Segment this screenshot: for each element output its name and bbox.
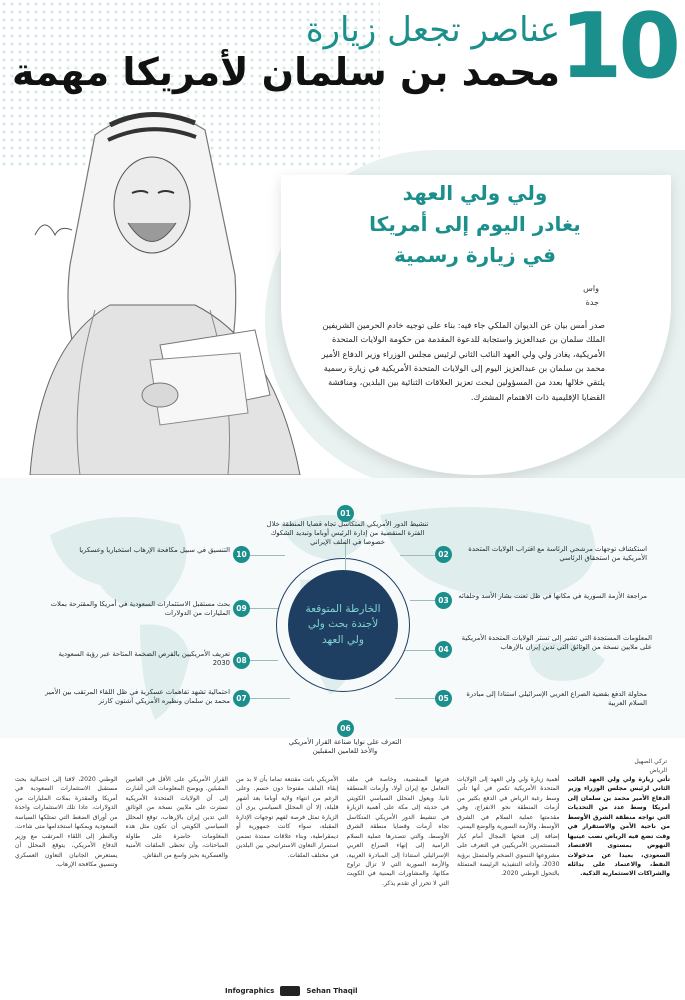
agenda-item-text: استكشاف توجهات مرشحي الرئاسة مع اقتراب الولايات المتحدة الأمريكية من استحقاق الرئاسي [468, 545, 647, 563]
makkah-logo-icon [280, 986, 300, 996]
header [0, 0, 685, 110]
agenda-item-badge: 02 [435, 546, 452, 563]
article-source: واس [583, 284, 599, 293]
connector-line [250, 608, 278, 609]
portrait-illustration [0, 95, 320, 475]
page-title: محمد بن سلمان لأمريكا مهمة [11, 50, 560, 94]
author-name: تركي الصهيل [634, 758, 667, 765]
connector-line [410, 600, 435, 601]
connector-line [405, 650, 435, 651]
connector-line [250, 555, 285, 556]
agenda-item-text: التعرف على نوايا صناعة القرار الأمريكي والأخذ للعامين المقبلين [288, 738, 402, 756]
article-body: صدر أمس بيان عن الديوان الملكي جاء فيه: بناء على توجيه خادم الحرمين الشريفين الملك سلمان بن عبدالعزيز واستجابة للدعوة المقدمة من حكومة الولايات المتحدة الأمريكية، يغادر ولي ولي العهد النائب الثاني لرئيس مجلس الوزراء وزير الدفاع الأمير محمد بن سلمان بن عبدالعزيز اليوم إلى الولايات المتحدة الأمريكية في زيارة رسمية يلتقي خلالها بعدد من المسؤولين لبحث تعزيز العلاقات الثنائية بين البلدين، ومناقشة القضايا الإقليمية ذات الاهتمام المشترك. [321, 320, 605, 402]
connector-line [395, 698, 435, 699]
title-top: عناصر تجعل زيارة [305, 10, 560, 50]
agenda-item-badge: 03 [435, 592, 452, 609]
headline-number: 10 [559, 0, 677, 99]
connector-line [250, 698, 290, 699]
agenda-item-badge: 05 [435, 690, 452, 707]
column-4: الأمريكي باتت مقتنعة تماما بأن لا بد من إبقاء الملف مفتوحا دون حسم. وعلى الرغم من انتهاء ولاية أوباما بعد أشهر قليلة، إلا أن المحلل السياسي يرى أن الزيارة تمثل فرصة لفهم توجهات الإدارة المقبلة، سواء كانت جمهورية أو ديمقراطية، وبناء علاقات ممتدة تضمن استمرار التعاون الاستراتيجي بين البلدين في مختلف الملفات. [236, 776, 339, 859]
footer-section: Infographics [225, 987, 275, 995]
connector-line [400, 555, 435, 556]
agenda-item-text: التنسيق في سبيل مكافحة الإرهاب استخباريا وعسكريا [79, 546, 230, 554]
agenda-item-text: بحث مستقبل الاستثمارات السعودية في أمريكا والمقترحة بملات المليارات من الدولارات [50, 600, 230, 618]
agenda-item-text: تعريف الأمريكيين بالفرص الضخمة المتاحة عبر رؤية السعودية 2030 [58, 650, 230, 668]
article-columns [15, 775, 670, 980]
article-headline [325, 178, 625, 271]
author-city: الرياض [649, 767, 667, 774]
column-2: أهمية زيارة ولي ولي العهد إلى الولايات المتحدة الأمريكية تكمن في أنها تأتي وسط رغبة الرياض في الدفع بكثير من أزمات المنطقة نحو الانفراج، وفي مقدمتها عملية السلام في الشرق الأوسط، والأزمة السورية والوضع اليمني، إضافة إلى فتحها المجال أمام كبار المستثمرين الأمريكيين في التعرف على مشروعها التنموي الضخم والمتمثل برؤية 2030، وأداته التنفيذية الرئيسة المتمثلة بالتحول الوطني 2020. [457, 776, 560, 878]
footer-designer: Sehan Thaqil [306, 987, 358, 995]
headline-line-2: يغادر اليوم إلى أمريكا [369, 212, 581, 236]
headline-line-3: في زيارة رسمية [394, 243, 556, 267]
connector-line [250, 660, 278, 661]
agenda-title-circle [288, 570, 398, 680]
footer [225, 986, 358, 996]
agenda-title: الخارطة المتوقعة لأجندة بحث ولي ولي العهد [305, 603, 381, 646]
agenda-item-badge: 04 [435, 641, 452, 658]
agenda-item-badge: 08 [233, 652, 250, 669]
agenda-item-text: محاولة الدفع بقضية الصراع العربي الإسرائيلي استنادا إلى مبادرة السلام العربية [466, 690, 647, 708]
agenda-item-text: تنشيط الدور الأمريكي المتكاسل تجاه قضايا المنطقة خلال الفترة المنقضية من إدارة الرئيس أوباما وتبديد الشكوك خصوصا في الملف الإيراني [266, 520, 429, 547]
column-5: القرار الأمريكي على الأقل في العامين المقبلين. ويوضح المعلومات التي أشارت إلى أن الولايات المتحدة الأمريكية تسترت على ملايين نسخة من الوثائق التي تدين إيران بالإرهاب، توقع المحلل السياسي الكويتي أن تكون مثل هذه المعلومات حاضرة على طاولة المباحثات، وأن تحظى الملفات الأمنية والعسكرية بحيز واسع من النقاش. [125, 776, 228, 859]
article-city: جدة [585, 298, 599, 307]
column-3: فترتها المنقضية، وخاصة في ملف التعامل مع إيران أولا، وأزمات المنطقة ثانيا. ويعول المحلل السياسي الكويتي في حديثه إلى مكة على أهمية الزيارة في تنشيط الدور الأمريكي المتكاسل تجاه أزمات وقضايا منطقة الشرق الأوسط، والتي تتصدرها عملية السلام الرامية إلى إنهاء الصراع العربي الإسرائيلي استنادا إلى المبادرة العربية، والأزمة السورية التي لا تزال تراوح مكانها، والمشاورات اليمنية في الكويت التي لا تحرز أي تقدم يذكر. [346, 776, 449, 887]
agenda-item-badge: 06 [337, 720, 354, 737]
column-1: تأتي زيارة ولي ولي العهد النائب الثاني لرئيس مجلس الوزراء وزير الدفاع الأمير محمد بن سلمان إلى أمريكا وسط عدد من التحديات التي تواجه منطقة الشرق الأوسط من ناحية الأمن والاستقرار في وقت تضع فيه الرياض نصب عينيها النهوض بمستوى الاقتصاد السعودي، بعيدا عن مدخولات النفط، والاعتماد على بدائله والشراكات الاستثمارية الذكية. [567, 776, 670, 878]
agenda-item-text: مراجعة الأزمة السورية في مكانها في ظل تعنت بشار الأسد وحلفائه [458, 592, 647, 600]
agenda-item-text: المعلومات المستجدة التي تشير إلى تستر الولايات المتحدة الأمريكية على ملايين نسخة من الوثائق التي تدين إيران بالإرهاب [461, 634, 652, 652]
agenda-item-text: احتمالية تشهد تفاهمات عسكرية في ظل اللقاء المرتقب بين الأمير محمد بن سلمان ونظيره الأمريكي آشتون كارتر [45, 688, 230, 706]
agenda-item-badge: 07 [233, 690, 250, 707]
agenda-item-badge: 01 [337, 505, 354, 522]
headline-line-1: ولي ولي العهد [402, 181, 548, 205]
agenda-item-badge: 10 [233, 546, 250, 563]
agenda-item-badge: 09 [233, 600, 250, 617]
column-6: الوطني 2020، لافتا إلى احتمالية بحث مستقبل الاستثمارات السعودية في أمريكا والمقدرة بملات المليارات من الدولارات، عادا تلك الاستثمارات واحدة من أوراق الضغط التي تمتلكها السياسة السعودية ويمكنها استخدامها متى شاءت. وبالنظر إلى اللقاء المرتقب مع وزير الدفاع الأمريكي، يتوقع المحلل أن يستعرض الجانبان التعاون العسكري وتنسيق مكافحة الإرهاب. [15, 776, 118, 868]
